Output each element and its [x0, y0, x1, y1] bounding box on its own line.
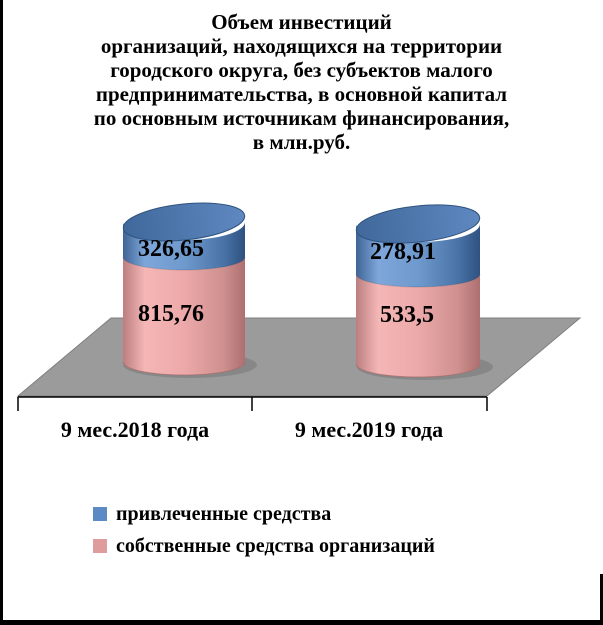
chart-title-line: городского округа, без субъектов малого [110, 58, 493, 82]
chart-title-line: организаций, находящихся на территории [100, 34, 503, 58]
category-axis [18, 397, 487, 411]
chart-title-line: в млн.руб. [252, 130, 351, 154]
legend-item-own-funds [93, 533, 435, 559]
cylinder-2018 [121, 198, 246, 375]
chart-floor-3d [18, 318, 580, 396]
value-label-attracted-2019: 278,91 [370, 239, 436, 265]
legend-item-attracted-funds [93, 501, 435, 527]
legend-label-own: собственные средства организаций [116, 534, 435, 557]
chart-title-line: по основным источникам финансирования, [93, 106, 510, 130]
value-label-attracted-2018: 326,65 [138, 236, 204, 262]
legend [93, 501, 435, 565]
chart-title-line: предпринимательства, в основной капитал [95, 82, 508, 106]
legend-marker-own-icon [93, 539, 107, 553]
category-label-2018: 9 мес.2018 года [60, 417, 210, 442]
cylinder-2019 [354, 200, 481, 377]
chart-title-line: Объем инвестиций [211, 10, 392, 34]
category-label-2019: 9 мес.2019 года [294, 417, 444, 442]
value-label-own-2018: 815,76 [138, 301, 204, 327]
value-label-own-2019: 533,5 [380, 302, 434, 328]
legend-label-attracted: привлеченные средства [116, 502, 332, 525]
legend-marker-attracted-icon [93, 507, 107, 521]
